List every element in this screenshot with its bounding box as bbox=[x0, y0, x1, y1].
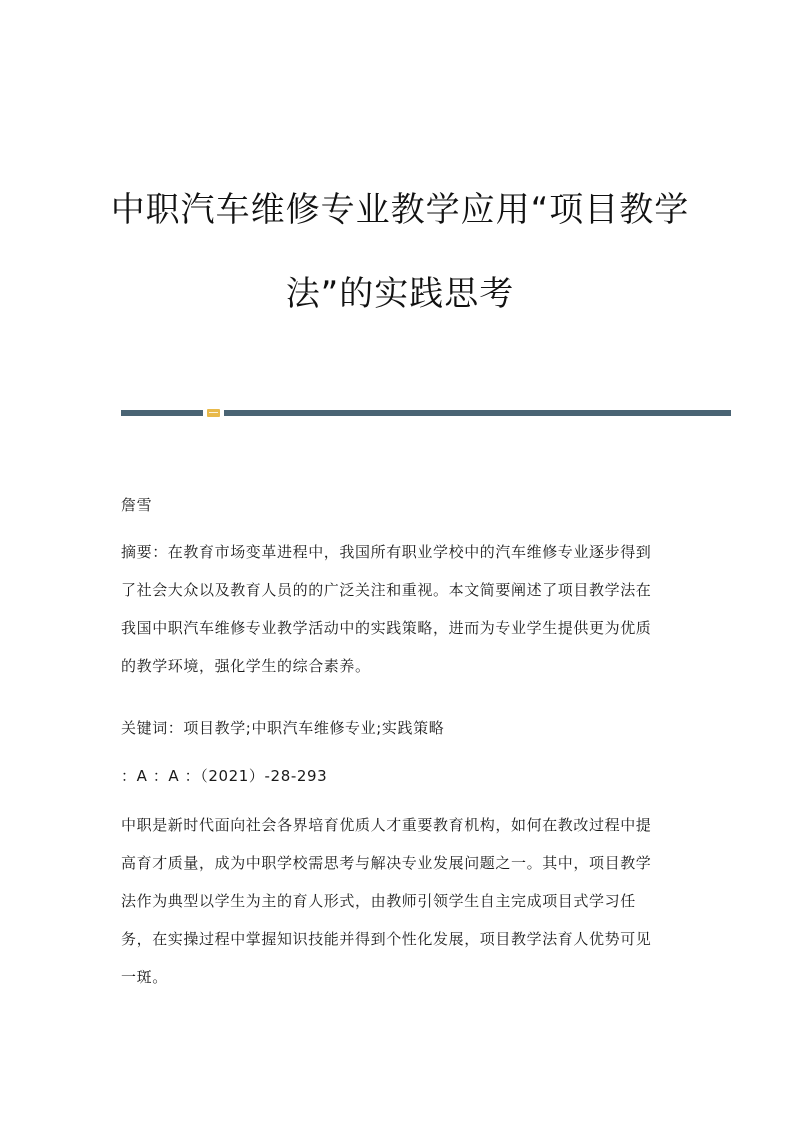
body-line: 务，在实操过程中掌握知识技能并得到个性化发展，项目教学法育人优势可见 bbox=[121, 930, 652, 948]
divider-bar-left bbox=[121, 410, 203, 416]
divider-bar-right bbox=[224, 410, 731, 416]
keywords: 关键词：项目教学;中职汽车维修专业;实践策略 bbox=[121, 719, 445, 737]
abstract-line: 的教学环境，强化学生的综合素养。 bbox=[121, 657, 371, 675]
classification-line: ：A ：A ：（2021）-28-293 bbox=[121, 767, 328, 785]
title-line-2: 法”的实践思考 bbox=[285, 274, 515, 314]
abstract-line: 我国中职汽车维修专业教学活动中的实践策略，进而为专业学生提供更为优质 bbox=[121, 619, 652, 637]
body-paragraph bbox=[121, 815, 681, 987]
title-line-1: 中职汽车维修专业教学应用“项目教学 bbox=[110, 190, 690, 230]
body-line: 中职是新时代面向社会各界培育优质人才重要教育机构，如何在教改过程中提 bbox=[121, 816, 652, 834]
title-divider bbox=[121, 409, 731, 417]
abstract bbox=[121, 542, 681, 676]
author: 詹雪 bbox=[121, 496, 153, 514]
body-line: 高育才质量，成为中职学校需思考与解决专业发展问题之一。其中，项目教学 bbox=[121, 854, 652, 872]
body-line: 法作为典型以学生为主的育人形式，由教师引领学生自主完成项目式学习任 bbox=[121, 892, 636, 910]
abstract-line: 了社会大众以及教育人员的的广泛关注和重视。本文简要阐述了项目教学法在 bbox=[121, 581, 652, 599]
body-line: 一斑。 bbox=[121, 968, 168, 986]
abstract-line: 摘要：在教育市场变革进程中，我国所有职业学校中的汽车维修专业逐步得到 bbox=[121, 543, 652, 561]
divider-mark-icon bbox=[207, 409, 220, 417]
